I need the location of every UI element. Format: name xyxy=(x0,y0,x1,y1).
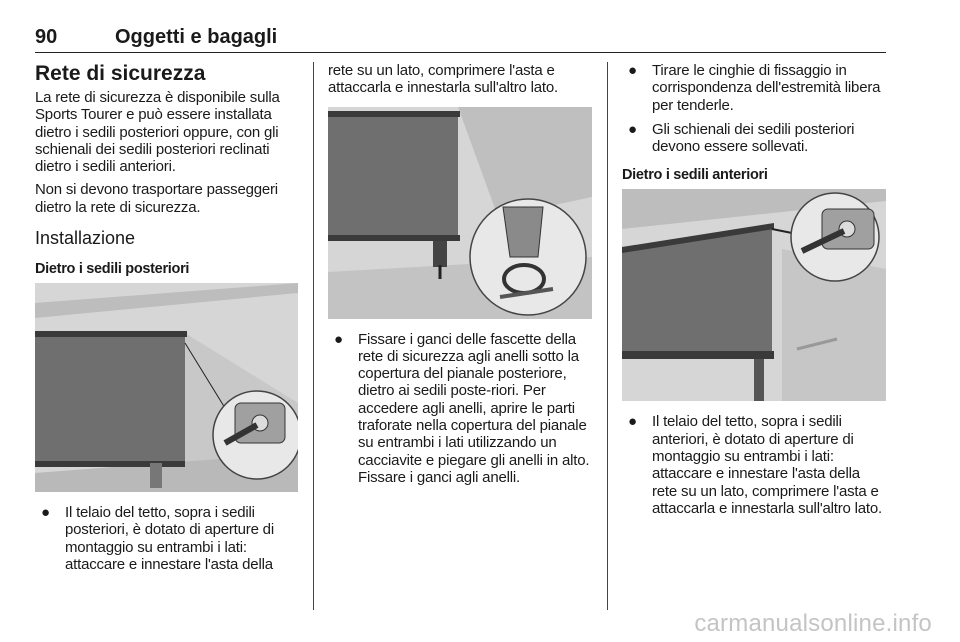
page-number: 90 xyxy=(35,26,58,48)
bullet-glyph: ● xyxy=(628,62,637,79)
column-middle xyxy=(328,62,592,493)
list-item-text: Il telaio del tetto, sopra i sedili anteriori, è dotato di aperture di montaggio su entrambi i lati: attaccare e innestare l'asta della rete su un lato, comprimere l'asta e attaccarla e innestarla sull'altro lato. xyxy=(652,413,882,517)
watermark: carmanualsonline.info xyxy=(694,610,932,637)
bullet-glyph: ● xyxy=(334,330,343,348)
list-item-text: Fissare i ganci delle fascette della rete di sicurezza agli anelli sotto la copertura del pianale posteriore, dietro ai sedili poste-riori. Per accedere agli anelli, aprire le parti traforate nella copertura del pianale su entrambi i lati utilizzando un cacciavite e piegare gli anelli in alto. Fissare i ganci agli anelli. xyxy=(358,330,590,486)
illustration-floor-hooks xyxy=(328,107,592,319)
continuation-paragraph: rete su un lato, comprimere l'asta e attaccarla e innestarla sull'altro lato. xyxy=(328,62,558,97)
list-item xyxy=(622,62,886,114)
front-seats-heading: Dietro i sedili anteriori xyxy=(622,167,768,184)
list-item xyxy=(328,331,592,487)
list-item xyxy=(622,413,886,517)
section-title: Rete di sicurezza xyxy=(35,62,206,85)
list-item-text: Gli schienali dei sedili posteriori devono essere sollevati. xyxy=(652,120,855,156)
column-right xyxy=(622,62,886,524)
list-item-text: Tirare le cinghie di fissaggio in corrispondenza dell'estremità libera per tenderle. xyxy=(652,62,881,114)
page-header xyxy=(35,22,886,53)
list-item xyxy=(35,504,300,573)
column-divider xyxy=(607,62,608,610)
illustration-rear-net-mount xyxy=(35,283,298,492)
bullet-glyph: ● xyxy=(628,120,637,138)
installation-heading: Installazione xyxy=(35,228,136,249)
bullet-glyph: ● xyxy=(41,504,50,522)
list-item xyxy=(622,121,886,156)
bullet-glyph: ● xyxy=(628,413,637,431)
rear-seats-heading: Dietro i sedili posteriori xyxy=(35,261,190,278)
illustration-front-net-mount xyxy=(622,189,886,401)
list-item-text: Il telaio del tetto, sopra i sedili posteriori, è dotato di aperture di montaggio su entrambi i lati: attaccare e innestare l'asta della xyxy=(65,504,274,573)
intro-paragraph: La rete di sicurezza è disponibile sulla Sports Tourer e può essere installata dietro i sedili posteriori oppure, con gli schienali dei sedili posteriori reclinati dietro i sedili anteriori. xyxy=(35,89,280,176)
column-left xyxy=(35,62,300,580)
chapter-title: Oggetti e bagagli xyxy=(115,26,278,48)
warning-paragraph: Non si devono trasportare passeggeri dietro la rete di sicurezza. xyxy=(35,181,278,216)
column-divider xyxy=(313,62,314,610)
